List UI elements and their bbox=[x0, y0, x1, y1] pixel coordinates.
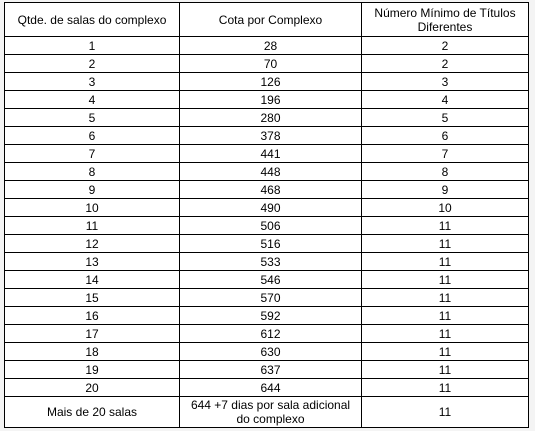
cell-quota: 630 bbox=[180, 343, 362, 361]
cell-rooms: 11 bbox=[5, 217, 180, 235]
table-row bbox=[5, 109, 529, 127]
table-row bbox=[5, 289, 529, 307]
cell-quota: 468 bbox=[180, 181, 362, 199]
cell-rooms: 12 bbox=[5, 235, 180, 253]
cell-min-titles: 11 bbox=[362, 271, 529, 289]
cell-rooms: 2 bbox=[5, 55, 180, 73]
cell-min-titles: 4 bbox=[362, 91, 529, 109]
cell-min-titles: 11 bbox=[362, 253, 529, 271]
table-row bbox=[5, 307, 529, 325]
cell-quota: 612 bbox=[180, 325, 362, 343]
cell-rooms: 15 bbox=[5, 289, 180, 307]
cell-min-titles: 3 bbox=[362, 73, 529, 91]
cell-rooms: 10 bbox=[5, 199, 180, 217]
table-row bbox=[5, 163, 529, 181]
cell-rooms: 13 bbox=[5, 253, 180, 271]
cell-rooms: 5 bbox=[5, 109, 180, 127]
cell-quota: 441 bbox=[180, 145, 362, 163]
table-row bbox=[5, 379, 529, 397]
table-row-more-than-20 bbox=[5, 397, 529, 428]
cell-quota: 448 bbox=[180, 163, 362, 181]
cell-quota: 644 +7 dias por sala adicional do complexo bbox=[180, 397, 362, 428]
table-row bbox=[5, 217, 529, 235]
cell-quota: 126 bbox=[180, 73, 362, 91]
table-row bbox=[5, 37, 529, 55]
cell-quota: 570 bbox=[180, 289, 362, 307]
cell-quota: 378 bbox=[180, 127, 362, 145]
cell-rooms: 1 bbox=[5, 37, 180, 55]
cell-rooms: 6 bbox=[5, 127, 180, 145]
cell-quota: 516 bbox=[180, 235, 362, 253]
table-row bbox=[5, 55, 529, 73]
cell-min-titles: 11 bbox=[362, 289, 529, 307]
cell-quota: 506 bbox=[180, 217, 362, 235]
cell-quota: 546 bbox=[180, 271, 362, 289]
table-row bbox=[5, 343, 529, 361]
table-row bbox=[5, 199, 529, 217]
table-row bbox=[5, 145, 529, 163]
table-row bbox=[5, 361, 529, 379]
cell-rooms: Mais de 20 salas bbox=[5, 397, 180, 428]
cell-rooms: 14 bbox=[5, 271, 180, 289]
cell-quota: 533 bbox=[180, 253, 362, 271]
quota-table-body bbox=[5, 3, 529, 428]
cell-min-titles: 6 bbox=[362, 127, 529, 145]
table-row bbox=[5, 73, 529, 91]
cell-quota: 637 bbox=[180, 361, 362, 379]
cell-min-titles: 8 bbox=[362, 163, 529, 181]
cell-quota: 196 bbox=[180, 91, 362, 109]
cell-quota: 490 bbox=[180, 199, 362, 217]
table-row bbox=[5, 127, 529, 145]
table-row bbox=[5, 181, 529, 199]
cell-min-titles: 7 bbox=[362, 145, 529, 163]
cell-min-titles: 2 bbox=[362, 37, 529, 55]
cell-rooms: 7 bbox=[5, 145, 180, 163]
cell-quota: 592 bbox=[180, 307, 362, 325]
cell-rooms: 17 bbox=[5, 325, 180, 343]
table-row bbox=[5, 235, 529, 253]
cell-min-titles: 11 bbox=[362, 307, 529, 325]
cell-quota: 644 bbox=[180, 379, 362, 397]
cell-quota: 28 bbox=[180, 37, 362, 55]
cell-rooms: 19 bbox=[5, 361, 180, 379]
table-row bbox=[5, 325, 529, 343]
cell-min-titles: 2 bbox=[362, 55, 529, 73]
cell-rooms: 8 bbox=[5, 163, 180, 181]
cell-rooms: 3 bbox=[5, 73, 180, 91]
header-quota: Cota por Complexo bbox=[180, 3, 362, 37]
cell-min-titles: 11 bbox=[362, 397, 529, 428]
cell-min-titles: 11 bbox=[362, 217, 529, 235]
table-row bbox=[5, 271, 529, 289]
table-row bbox=[5, 91, 529, 109]
cell-quota: 70 bbox=[180, 55, 362, 73]
cell-min-titles: 11 bbox=[362, 325, 529, 343]
cell-min-titles: 11 bbox=[362, 379, 529, 397]
cell-min-titles: 10 bbox=[362, 199, 529, 217]
cell-min-titles: 11 bbox=[362, 343, 529, 361]
cell-rooms: 9 bbox=[5, 181, 180, 199]
cell-rooms: 18 bbox=[5, 343, 180, 361]
header-rooms: Qtde. de salas do complexo bbox=[5, 3, 180, 37]
cell-min-titles: 11 bbox=[362, 235, 529, 253]
cell-rooms: 20 bbox=[5, 379, 180, 397]
cell-min-titles: 5 bbox=[362, 109, 529, 127]
cell-min-titles: 9 bbox=[362, 181, 529, 199]
header-row bbox=[5, 3, 529, 37]
table-row bbox=[5, 253, 529, 271]
cell-min-titles: 11 bbox=[362, 361, 529, 379]
cell-rooms: 16 bbox=[5, 307, 180, 325]
quota-table bbox=[4, 2, 529, 428]
header-min-titles: Número Mínimo de Títulos Diferentes bbox=[362, 3, 529, 37]
cell-quota: 280 bbox=[180, 109, 362, 127]
cell-rooms: 4 bbox=[5, 91, 180, 109]
